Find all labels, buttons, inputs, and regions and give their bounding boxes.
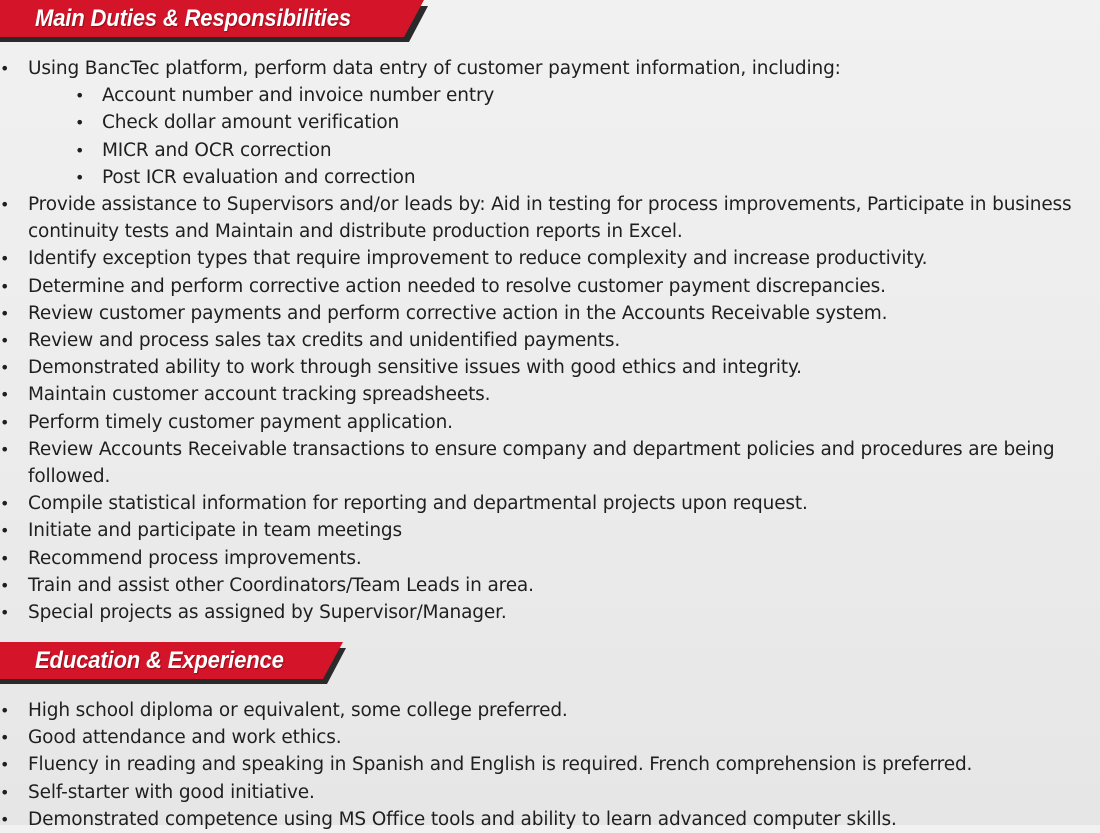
list-item: • Determine and perform corrective action needed to resolve customer payment discrepancies. bbox=[0, 273, 1100, 300]
list-item: • Train and assist other Coordinators/Team Leads in area. bbox=[0, 572, 1100, 599]
list-item: • Demonstrated ability to work through sensitive issues with good ethics and integrity. bbox=[0, 354, 1100, 381]
education-section-header bbox=[0, 642, 350, 684]
list-item: • Compile statistical information for reporting and departmental projects upon request. bbox=[0, 490, 1100, 517]
list-item: • Demonstrated competence using MS Office tools and ability to learn advanced computer skills. bbox=[0, 806, 1100, 833]
education-section-title: Education & Experience bbox=[35, 647, 284, 674]
list-item: • Provide assistance to Supervisors and/or leads by: Aid in testing for process improvements, Participate in business continuity tests and Maintain and distribute production reports in Excel. bbox=[0, 191, 1100, 245]
duties-sublist bbox=[28, 82, 1080, 191]
list-item: • Initiate and participate in team meetings bbox=[0, 517, 1100, 544]
list-item: • High school diploma or equivalent, some college preferred. bbox=[0, 697, 1100, 724]
duties-section-title: Main Duties & Responsibilities bbox=[35, 5, 351, 32]
list-item: • Using BancTec platform, perform data entry of customer payment information, including: • Account number and invoice number entry • Check dollar amount verification • MICR and OCR correction • Post ICR evaluation and correction bbox=[0, 55, 1100, 191]
sub-list-item: • Check dollar amount verification bbox=[28, 109, 1080, 136]
education-list bbox=[0, 697, 1100, 833]
list-item: • Self-starter with good initiative. bbox=[0, 779, 1100, 806]
list-item: • Review Accounts Receivable transactions to ensure company and department policies and procedures are being followed. bbox=[0, 436, 1100, 490]
list-item: • Special projects as assigned by Supervisor/Manager. bbox=[0, 599, 1100, 626]
list-item: • Recommend process improvements. bbox=[0, 545, 1100, 572]
list-item: • Maintain customer account tracking spreadsheets. bbox=[0, 381, 1100, 408]
list-item: • Good attendance and work ethics. bbox=[0, 724, 1100, 751]
list-item: • Fluency in reading and speaking in Spanish and English is required. French comprehension is preferred. bbox=[0, 751, 1100, 778]
duties-section-header bbox=[0, 0, 430, 42]
sub-list-item: • Account number and invoice number entry bbox=[28, 82, 1080, 109]
list-item: • Review and process sales tax credits and unidentified payments. bbox=[0, 327, 1100, 354]
sub-list-item: • Post ICR evaluation and correction bbox=[28, 164, 1080, 191]
sub-list-item: • MICR and OCR correction bbox=[28, 137, 1080, 164]
duties-list bbox=[0, 55, 1100, 626]
list-item: • Review customer payments and perform corrective action in the Accounts Receivable system. bbox=[0, 300, 1100, 327]
list-item: • Perform timely customer payment application. bbox=[0, 409, 1100, 436]
list-item: • Identify exception types that require improvement to reduce complexity and increase productivity. bbox=[0, 245, 1100, 272]
